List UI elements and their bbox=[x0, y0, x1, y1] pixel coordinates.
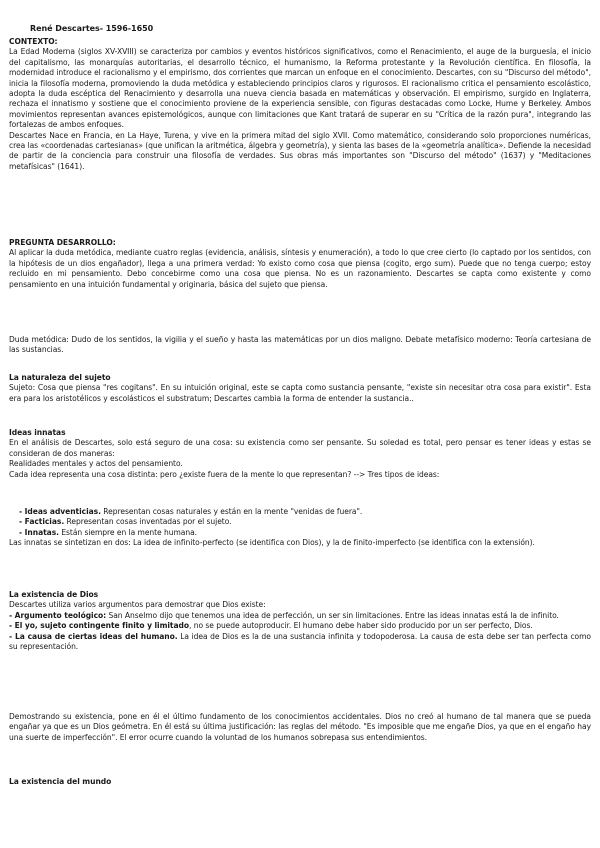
argument-term: - La causa de ciertas ideas del humano. bbox=[9, 631, 178, 641]
section-heading: CONTEXTO: bbox=[9, 37, 58, 46]
section-ideas-tipos bbox=[9, 507, 591, 549]
list-item bbox=[19, 517, 591, 527]
list-item-text: Representan cosas naturales y están en la mente "venidas de fuera". bbox=[100, 507, 363, 516]
section-sujeto bbox=[9, 373, 591, 404]
section-heading: La existencia de Dios bbox=[9, 590, 99, 599]
argument-item bbox=[9, 621, 591, 631]
list-item-term: - Facticias. bbox=[19, 517, 65, 527]
paragraph: En el análisis de Descartes, solo está seguro de una cosa: su existencia como ser pensante. Su soledad es total, pero pensar es tener ideas y estas se consideran de dos maneras: bbox=[9, 438, 591, 458]
list-item-term: - Innatas. bbox=[19, 527, 59, 537]
paragraph: Al aplicar la duda metódica, mediante cuatro reglas (evidencia, análisis, síntesis y enumeración), a todo lo que cree cierto (lo captado por los sentidos, con la hipótesis de un dios engañador), llega a una primera verdad: Yo existo como cosa que piensa (cogito, ergo sum). Puede que no tenga cuerpo; estoy recluido en mi pensamiento. Debo concebirme como una cosa que piensa. No es un razonamiento. Descartes se capta como existente y como pensamiento en una intuición fundamental y originaria, básica del sujeto que piensa. bbox=[9, 248, 591, 289]
idea-types-list bbox=[9, 507, 591, 538]
list-item-text: Representan cosas inventadas por el sujeto. bbox=[64, 517, 232, 527]
section-duda bbox=[9, 335, 591, 356]
argument-term: - Argumento teológico: bbox=[9, 610, 107, 620]
argument-text: La idea de Dios es la de una sustancia infinita y todopoderosa. La causa de esta debe ser tan perfecta como su representación. bbox=[9, 631, 591, 652]
paragraph: Realidades mentales y actos del pensamiento. bbox=[9, 459, 183, 469]
section-ideas bbox=[9, 428, 591, 480]
argument-term: - El yo, sujeto contingente finito y limitado bbox=[9, 621, 190, 631]
section-dios bbox=[9, 590, 591, 652]
list-item bbox=[19, 507, 591, 517]
argument-item bbox=[9, 632, 591, 653]
section-pregunta bbox=[9, 238, 591, 290]
section-heading: La naturaleza del sujeto bbox=[9, 373, 111, 382]
paragraph: Duda metódica: Dudo de los sentidos, la vigilia y el sueño y hasta las matemáticas por un dios maligno. Debate metafísico moderno: Teoría cartesiana de las sustancias. bbox=[9, 335, 591, 355]
argument-item bbox=[9, 611, 591, 621]
section-mundo bbox=[9, 777, 591, 787]
paragraph: Descartes utiliza varios argumentos para demostrar que Dios existe: bbox=[9, 600, 266, 610]
section-dios-fundamento bbox=[9, 712, 591, 743]
paragraph: Cada idea representa una cosa distinta: pero ¿existe fuera de la mente lo que representan? --> Tres tipos de ideas: bbox=[9, 469, 440, 479]
list-item-text: Están siempre en la mente humana. bbox=[58, 527, 198, 537]
section-heading: PREGUNTA DESARROLLO: bbox=[9, 238, 116, 247]
paragraph: Descartes Nace en Francia, en La Haye, Turena, y vive en la primera mitad del siglo XVII. Como matemático, considerando solo proporciones numéricas, crea las «coordenadas cartesianas» (que unifican la aritmética, álgebra y geometría), y sienta las bases de la «geometría analítica». Defiende la necesidad de partir de la conciencia para construir una filosofía de verdades. Sus obras más importantes son "Discurso del método" (1637) y "Meditaciones metafísicas" (1641). bbox=[9, 130, 591, 171]
list-item bbox=[19, 528, 591, 538]
paragraph: La Edad Moderna (siglos XV-XVIII) se caracteriza por cambios y eventos históricos significativos, como el Renacimiento, el auge de la burguesía, el inicio del capitalismo, las monarquías autoritarias, el desarrollo técnico, el humanismo, la Reforma protestante y la Revolución científica. En filosofía, la modernidad introduce el racionalismo y el empirismo, dos corrientes que marcan un enfoque en el conocimiento. Descartes, con su "Discurso del método", inicia la filosofía moderna, promoviendo la duda metódica y estableciendo principios claros y rigurosos. El racionalismo critica el pensamiento escolástico, adopta la duda escéptica del Renacimiento y desarrolla una nueva ciencia basada en matemáticas y observación. El empirismo, surgido en Inglaterra, rechaza el innatismo y sostiene que el conocimiento proviene de la experiencia sensible, con figuras destacadas como Locke, Hume y Berkeley. Ambos movimientos representan avances epistemológicos, aunque con limitaciones que Kant tratará de superar en su "Crítica de la razón pura", integrando las fortalezas de ambos enfoques. bbox=[9, 47, 591, 130]
document-title: René Descartes- 1596-1650 bbox=[30, 24, 154, 33]
section-heading: Ideas innatas bbox=[9, 428, 66, 437]
paragraph: Las innatas se sintetizan en dos: La idea de infinito-perfecto (se identifica con Dios), y la de finito-imperfecto (se identifica con la extensión). bbox=[9, 538, 535, 548]
section-contexto bbox=[9, 37, 591, 172]
argument-text: San Anselmo dijo que tenemos una idea de perfección, un ser sin limitaciones. Entre las ideas innatas está la de infinito. bbox=[106, 610, 559, 620]
paragraph: Demostrando su existencia, pone en él el último fundamento de los conocimientos accidentales. Dios no creó al humano de tal manera que se pueda engañar ya que es un Dios geómetra. En él está su última justificación: las reglas del método. "Es imposible que me engañe Dios, ya que en el engaño hay una suerte de imperfección". El error ocurre cuando la voluntad de los humanos sobrepasa sus entendimientos. bbox=[9, 712, 591, 742]
section-heading: La existencia del mundo bbox=[9, 777, 112, 786]
argument-text: , no se puede autoproducir. El humano debe haber sido producido por un ser perfecto, Dios. bbox=[189, 621, 533, 631]
paragraph: Sujeto: Cosa que piensa "res cogitans". En su intuición original, este se capta como sustancia pensante, "existe sin necesitar otra cosa para existir". Esta era para los aristotélicos y escolásticos el substratum; Descartes cambia la forma de entender la sustancia.. bbox=[9, 383, 591, 403]
list-item-term: - Ideas adventicias. bbox=[19, 507, 101, 516]
